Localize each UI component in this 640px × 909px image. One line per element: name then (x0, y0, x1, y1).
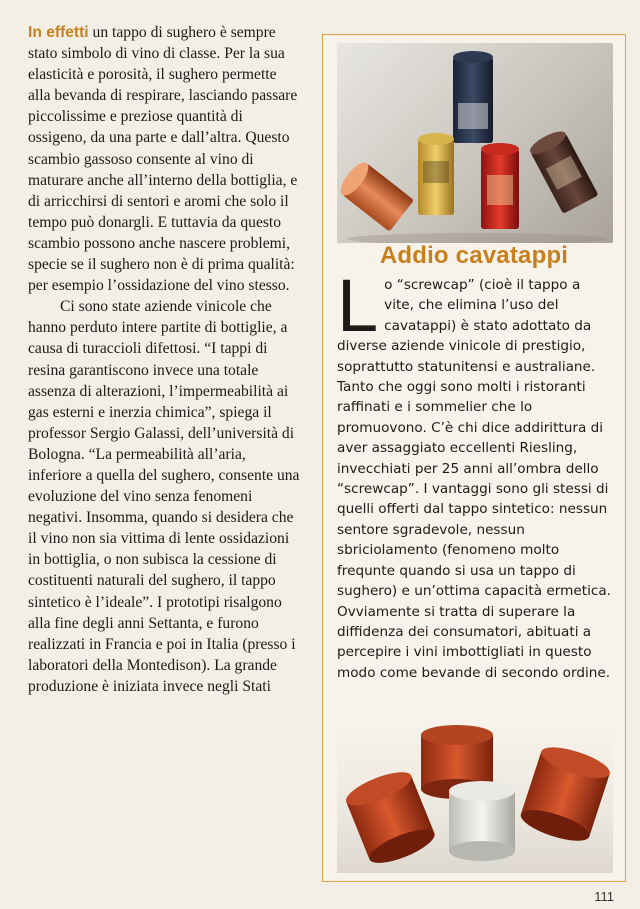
copper-cap (337, 158, 414, 231)
white-cap (449, 781, 515, 861)
brown-cap (527, 127, 598, 214)
sidebar-title: Addio cavatappi (379, 242, 569, 269)
screwcaps-photo (337, 43, 613, 243)
screwcaps-illustration (337, 43, 613, 243)
page-number: 111 (594, 889, 614, 904)
red-cap (481, 143, 519, 229)
lead-in: In effetti (28, 24, 89, 41)
sidebar-body (337, 264, 613, 683)
orange-cap-right (517, 741, 613, 847)
sidebar-text: o “screwcap” (cioè il tappo a vite, che elimina l’uso del cavatappi) è stato adottato da diverse aziende vinicole di prestigio, soprattutto statunitensi e australiane. Tanto che oggi sono molti i ristoranti raffinati e i sommelier che lo promuovono. C’è chi dice addirittura di aver assaggiato eccellenti Riesling, invecchiati per 25 anni all’ombra dello “screwcap”. I vantaggi sono gli stessi di quelli offerti dal tappo sintetico: nessun sentore sgradevole, nessun sbriciolamento (fenomeno molto frequnte quando si usa un tappo di sughero) e un’ottima capacità ermetica. Ovviamente si tratta di superare la diffidenza dei consumatori, abituati a percepire i vini imbottigliati in questo modo come bevande di secondo ordine. (337, 277, 611, 681)
drop-cap: L (337, 264, 379, 347)
gold-cap (418, 133, 454, 215)
sidebar-box (322, 34, 626, 882)
paragraph-1-text: un tappo di sughero è sempre stato simbolo di vino di classe. Per la sua elasticità e porosità, il sughero permette alla bevanda di respirare, lasciando passare piccolissime e preziose quantità di ossigeno, da una parte e dall’altra. Questo scambio gassoso consente al vino di maturare anche all’interno della bottiglia, e di arricchirsi di sentori e aromi che solo il tempo può donargli. E tuttavia da questo scambio possono anche nascere problemi, specie se il sughero non è di prima qualità: per esempio l’ossidazione del vino stesso. (28, 24, 298, 295)
navy-cap (453, 51, 493, 143)
paragraph-1 (28, 22, 300, 296)
paragraph-2: Ci sono state aziende vinicole che hanno perduto intere partite di bottiglie, a causa di turaccioli difettosi. “I tappi di resina garantiscono invece una totale assenza di alterazioni, l’impermeabilità ai gas esterni e inerzia chimica”, spiega il professor Sergio Galassi, dell’università di Bologna. “La permeabilità all’aria, inferiore a quella del sughero, consente una evoluzione del vino senza fenomeni negativi. Insomma, quando si desidera che il vino non sia vittima di lente ossidazioni in bottiglia, o non subisca la cessione di costituenti naturali del sughero, il tappo sintetico è l’ideale”. I prototipi risalgono alla fine degli anni Settanta, e furono realizzati in Francia e poi in Italia (presso i laboratori della Montedison). La grande produzione è iniziata invece negli Stati (28, 298, 300, 695)
synthetic-caps-illustration (337, 725, 613, 873)
synthetic-caps-photo (337, 725, 613, 873)
article-column (28, 22, 300, 697)
